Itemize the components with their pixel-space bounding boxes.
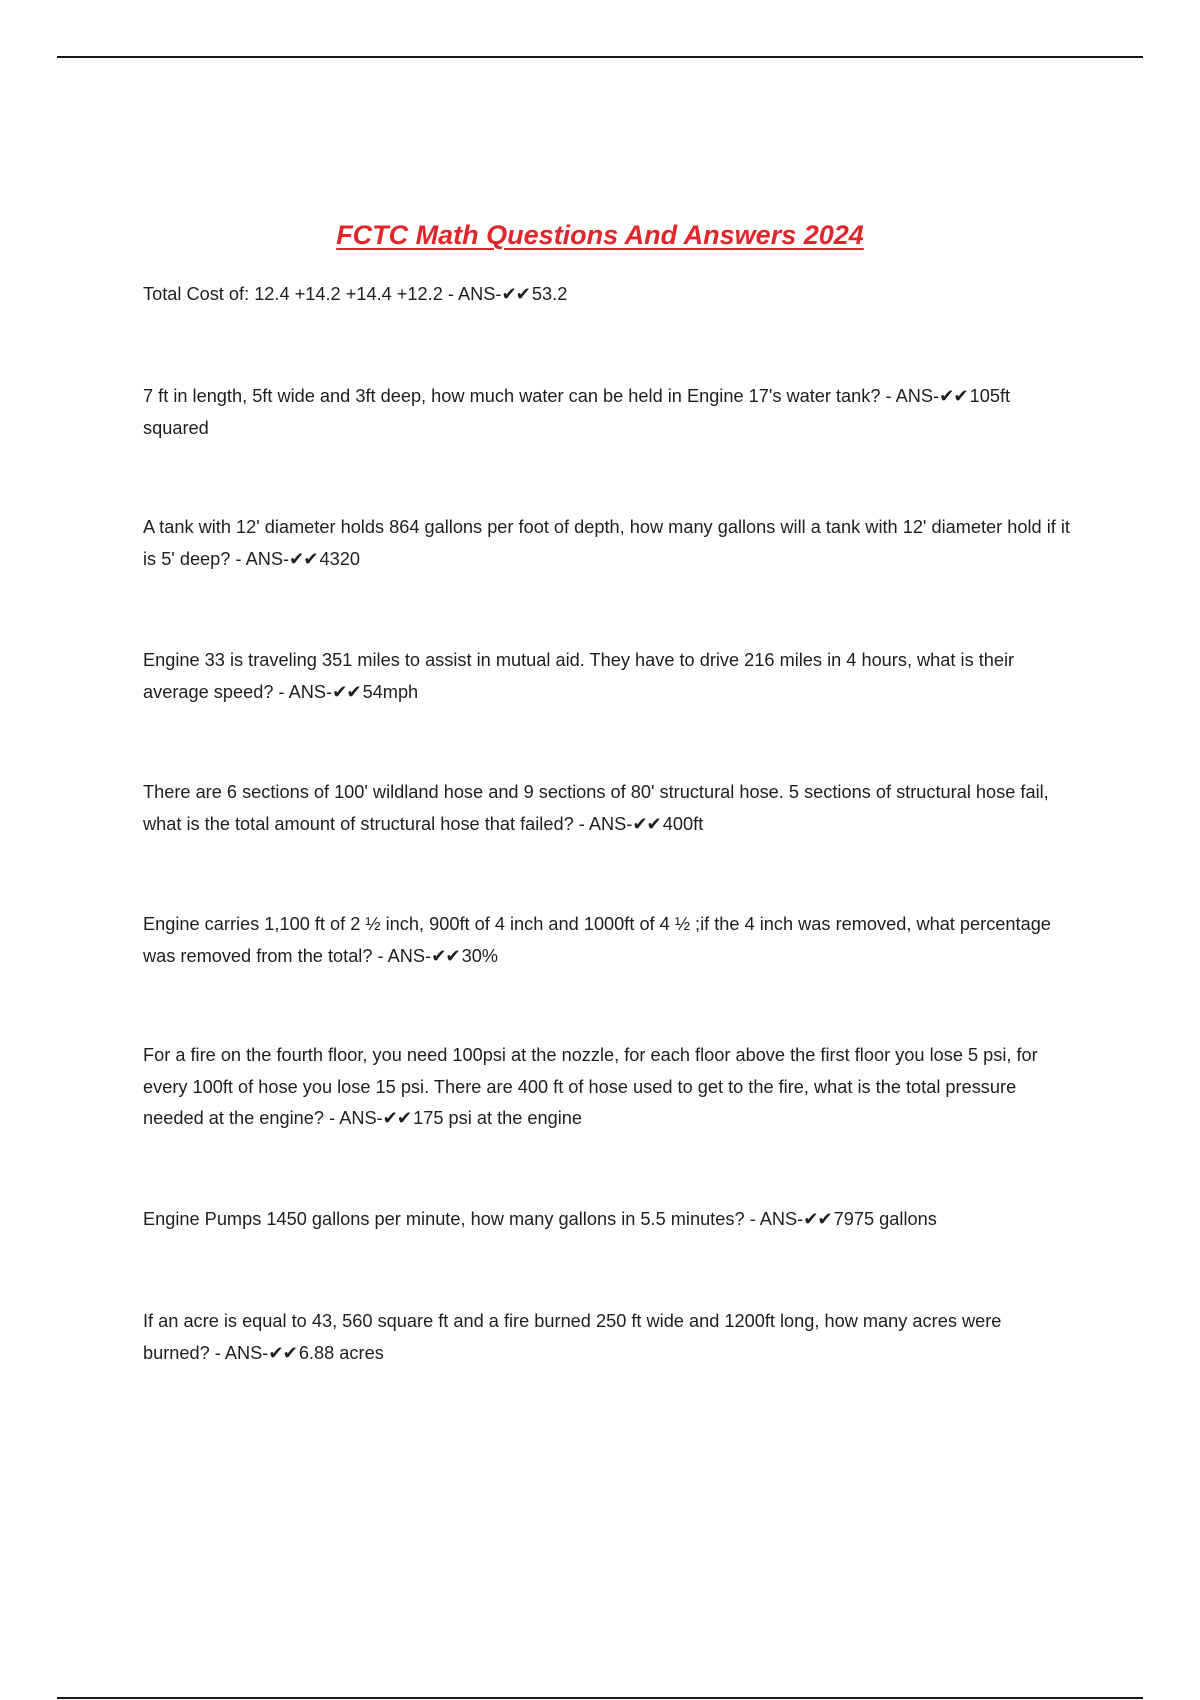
qa-item-7 bbox=[143, 1040, 1073, 1135]
answer-separator: - ANS- bbox=[324, 1108, 383, 1128]
qa-item-9 bbox=[143, 1306, 1073, 1369]
check-marks-icon: ✔✔ bbox=[268, 1342, 297, 1363]
check-marks-icon: ✔✔ bbox=[289, 548, 318, 569]
check-marks-icon: ✔✔ bbox=[382, 1108, 412, 1128]
answer-separator: - ANS- bbox=[880, 386, 940, 406]
question-text: For a fire on the fourth floor, you need 100psi at the nozzle, for each floor above the first floor you lose 5 psi, for every 100ft of hose you lose 15 psi. There are 400 ft of hose used to get to the fire, what is the total pressure needed at the engine? bbox=[143, 1045, 1038, 1128]
question-text: Total Cost of: 12.4 +14.2 +14.4 +12.2 bbox=[143, 284, 443, 304]
question-text: If an acre is equal to 43, 560 square ft and a fire burned 250 ft wide and 1200ft long, how many acres were burned? bbox=[143, 1311, 1002, 1363]
qa-item-3 bbox=[143, 512, 1073, 575]
answer-text: 53.2 bbox=[531, 284, 568, 304]
check-marks-icon: ✔✔ bbox=[501, 284, 530, 304]
question-text: Engine Pumps 1450 gallons per minute, how many gallons in 5.5 minutes? bbox=[143, 1209, 745, 1229]
qa-item-2 bbox=[143, 381, 1073, 444]
answer-text: 7975 gallons bbox=[833, 1209, 937, 1229]
document-title: FCTC Math Questions And Answers 2024 bbox=[336, 220, 864, 250]
answer-text: 54mph bbox=[362, 681, 419, 702]
answer-separator: - ANS- bbox=[230, 548, 290, 569]
answer-text: 400ft bbox=[662, 813, 704, 834]
check-marks-icon: ✔✔ bbox=[939, 386, 968, 406]
question-text: A tank with 12' diameter holds 864 gallons per foot of depth, how many gallons will a tank with 12' diameter hold if it is 5' deep? bbox=[143, 517, 1070, 569]
answer-separator: - ANS- bbox=[273, 681, 333, 702]
question-text: Engine carries 1,100 ft of 2 ½ inch, 900ft of 4 inch and 1000ft of 4 ½ ;if the 4 inch was removed, what percentage was removed from the total? bbox=[143, 914, 1051, 966]
answer-separator: - ANS- bbox=[209, 1342, 269, 1363]
check-marks-icon: ✔✔ bbox=[332, 681, 361, 702]
check-marks-icon: ✔✔ bbox=[803, 1209, 832, 1229]
answer-text: 175 psi at the engine bbox=[413, 1108, 583, 1128]
check-marks-icon: ✔✔ bbox=[431, 945, 460, 966]
qa-item-4 bbox=[143, 645, 1073, 708]
bottom-rule bbox=[57, 1697, 1143, 1699]
qa-item-6 bbox=[143, 909, 1073, 972]
answer-text: 105ft squared bbox=[143, 386, 1011, 438]
question-text: Engine 33 is traveling 351 miles to assist in mutual aid. They have to drive 216 miles in 4 hours, what is their average speed? bbox=[143, 650, 1015, 702]
qa-item-1 bbox=[143, 279, 1073, 311]
answer-text: 4320 bbox=[319, 548, 360, 569]
question-text: 7 ft in length, 5ft wide and 3ft deep, how much water can be held in Engine 17's water tank? bbox=[143, 386, 881, 406]
top-rule bbox=[57, 56, 1143, 58]
answer-text: 30% bbox=[461, 945, 498, 966]
qa-item-5 bbox=[143, 777, 1073, 840]
answer-separator: - ANS- bbox=[573, 813, 633, 834]
question-text: There are 6 sections of 100' wildland hose and 9 sections of 80' structural hose. 5 sections of structural hose fail, what is the total amount of structural hose that failed? bbox=[143, 782, 1049, 834]
answer-separator: - ANS- bbox=[372, 945, 432, 966]
answer-separator: - ANS- bbox=[442, 284, 502, 304]
answer-text: 6.88 acres bbox=[298, 1342, 384, 1363]
check-marks-icon: ✔✔ bbox=[632, 813, 661, 834]
qa-item-8 bbox=[143, 1204, 1073, 1236]
answer-separator: - ANS- bbox=[744, 1209, 804, 1229]
